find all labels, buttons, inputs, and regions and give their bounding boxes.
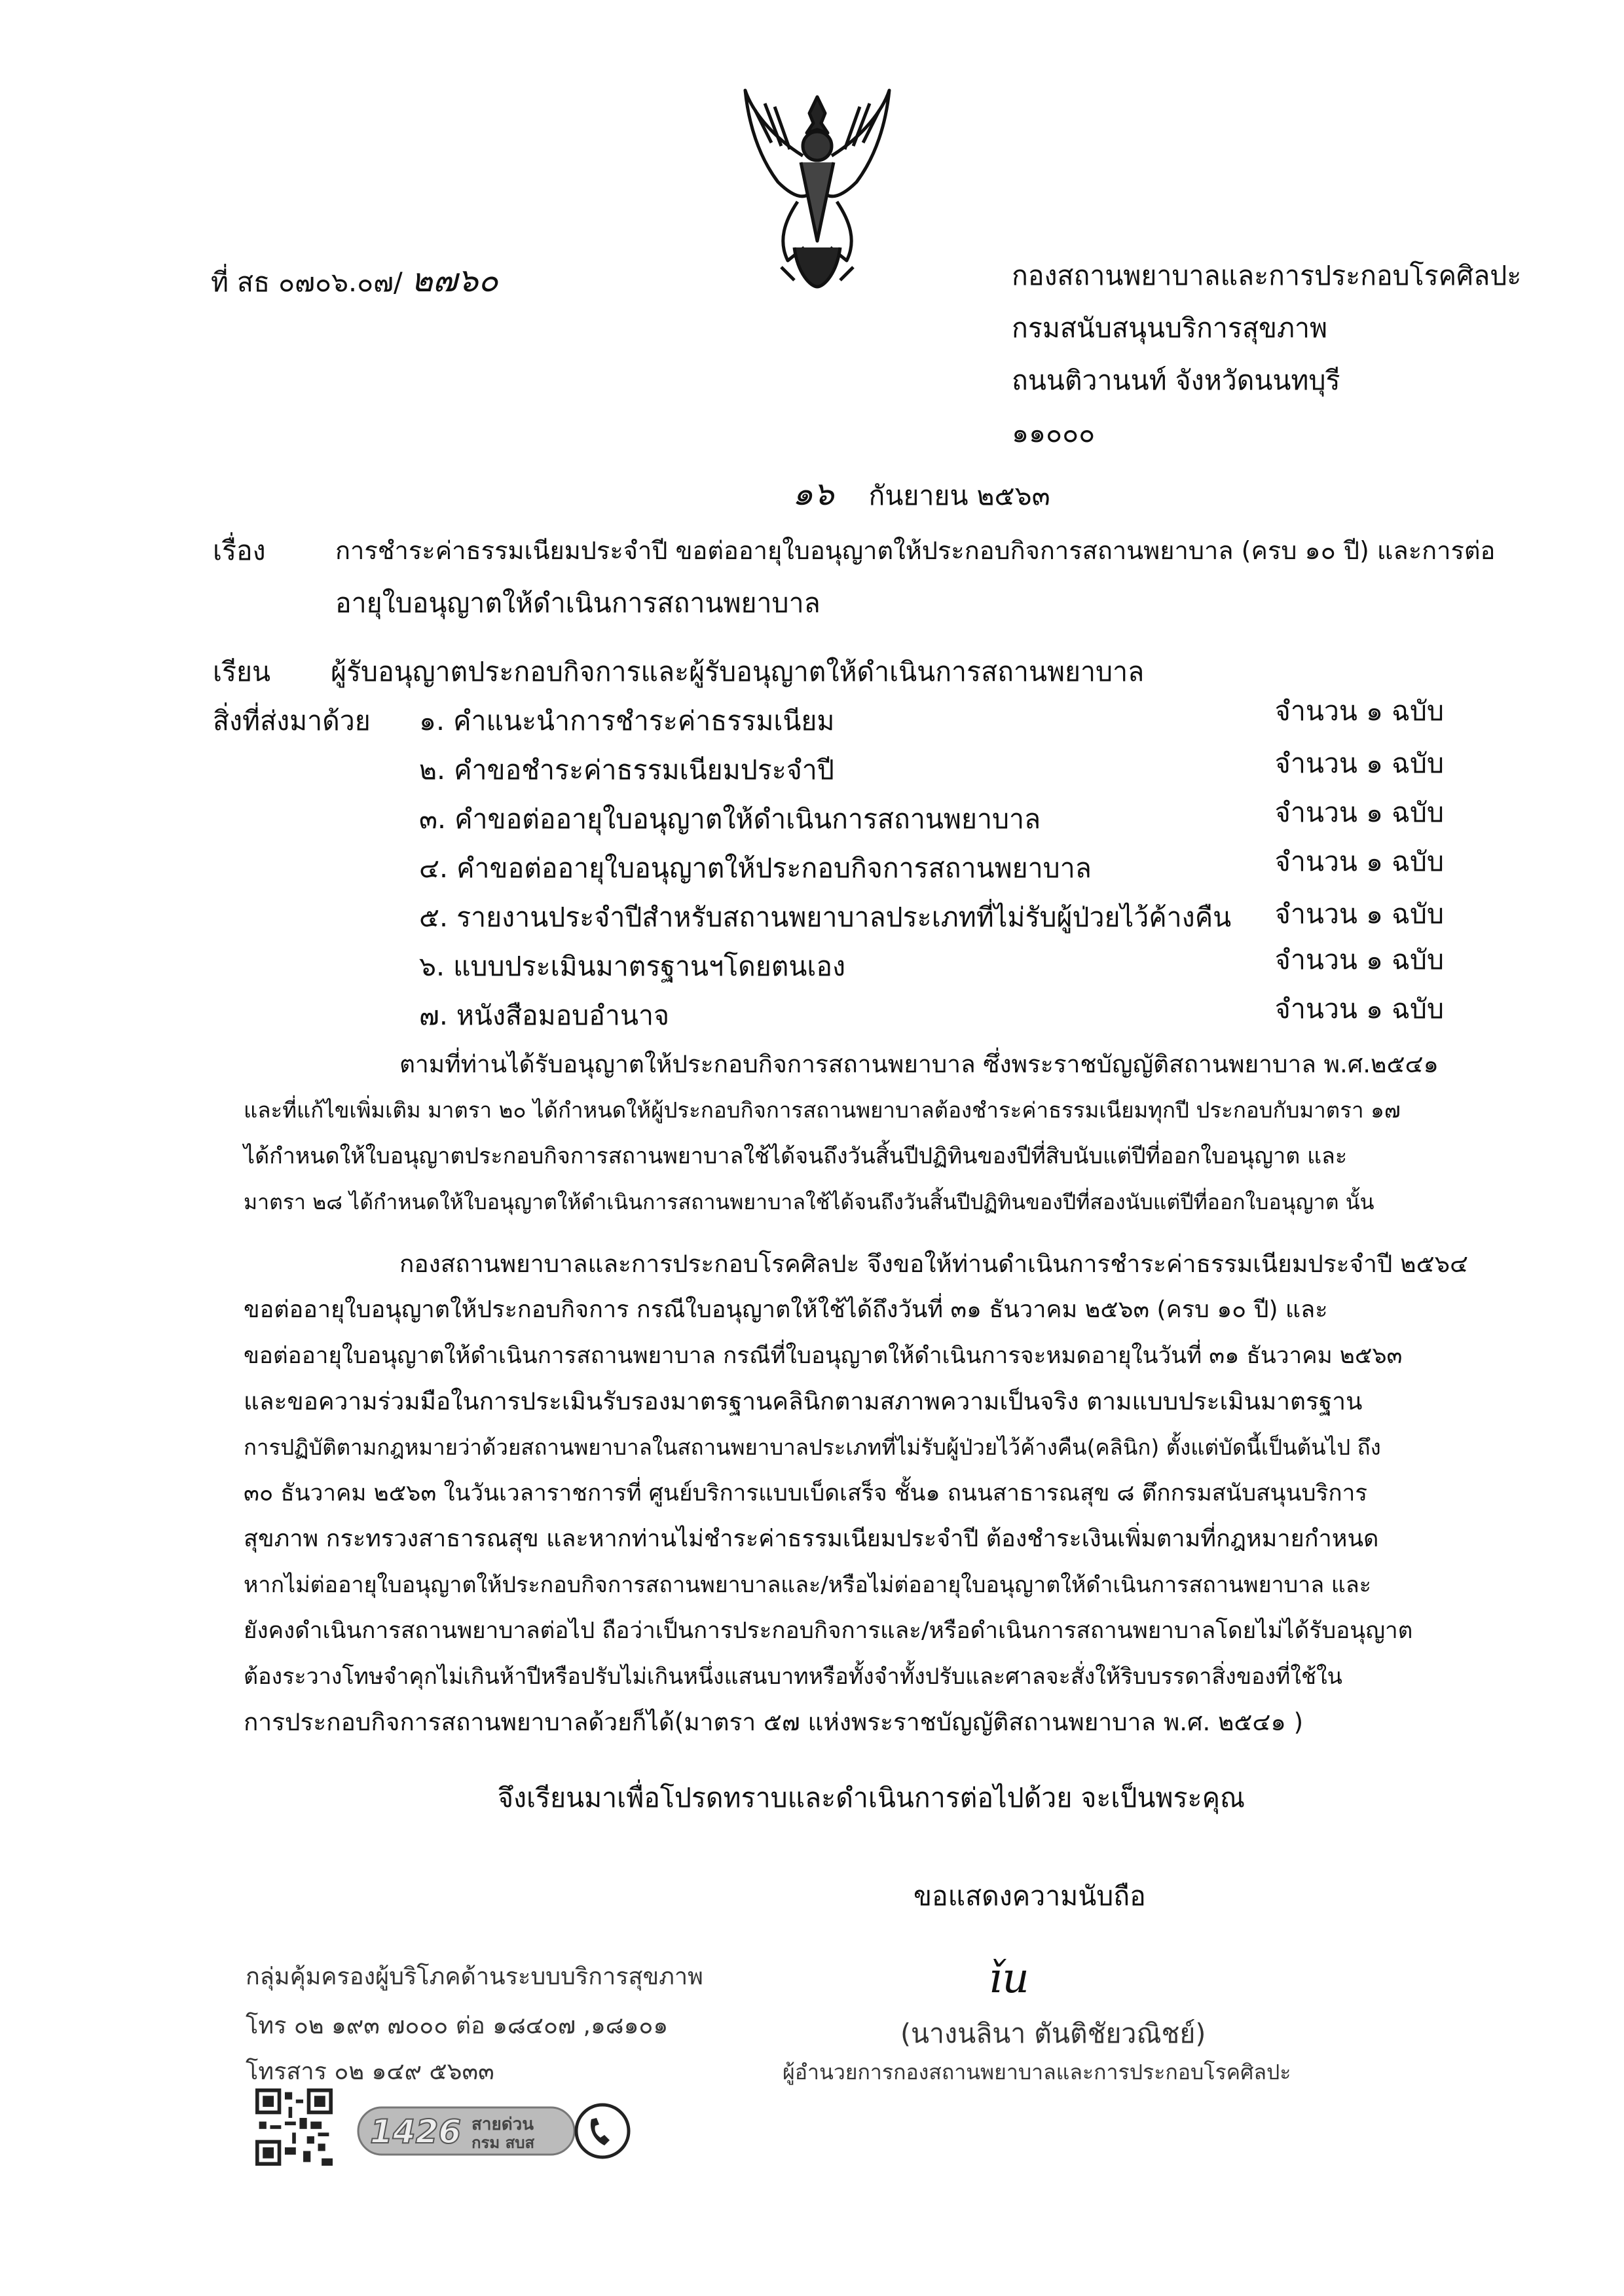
enclosure-qty: จำนวน ๑ ฉบับ	[1274, 846, 1444, 877]
body-para2-line: ขอต่ออายุใบอนุญาตให้ประกอบกิจการ กรณีใบอนุญาตให้ใช้ได้ถึงวันที่ ๓๑ ธันวาคม ๒๕๖๓ (ครบ ๑๐ ปี) และ	[244, 1296, 1328, 1323]
enclosure-qty: จำนวน ๑ ฉบับ	[1274, 695, 1444, 727]
date-day: ๑๖	[792, 475, 834, 513]
enclosure-item: ๖. แบบประเมินมาตรฐานฯโดยตนเอง	[419, 951, 846, 982]
enclosure-qty: จำนวน ๑ ฉบับ	[1274, 797, 1444, 828]
reference-line	[211, 263, 498, 299]
letter-date	[792, 477, 1050, 513]
body-para2-line: สุขภาพ กระทรวงสาธารณสุข และหากท่านไม่ชำระค่าธรรมเนียมประจำปี ต้องชำระเงินเพิ่มตามที่กฎหมายกำหนด	[244, 1525, 1379, 1552]
body-para1-line: มาตรา ๒๘ ได้กำหนดให้ใบอนุญาตให้ดำเนินการสถานพยาบาลใช้ได้จนถึงวันสิ้นปีปฏิทินของปีที่สองนับแต่ปีที่ออกใบอนุญาต นั้น	[244, 1190, 1375, 1214]
contact-fax: โทรสาร ๐๒ ๑๔๙ ๕๖๓๓	[246, 2058, 494, 2085]
phone-icon	[576, 2105, 629, 2157]
body-para1-line: และที่แก้ไขเพิ่มเติม มาตรา ๒๐ ได้กำหนดให้ผู้ประกอบกิจการสถานพยาบาลต้องชำระค่าธรรมเนียมทุกปี ประกอบกับมาตรา ๑๗	[244, 1097, 1401, 1123]
body-para2-line: หากไม่ต่ออายุใบอนุญาตให้ประกอบกิจการสถานพยาบาลและ/หรือไม่ต่ออายุใบอนุญาตให้ดำเนินการสถานพยาบาล และ	[244, 1572, 1371, 1598]
contact-phone: โทร ๐๒ ๑๙๓ ๗๐๐๐ ต่อ ๑๘๔๐๗ ,๑๘๑๐๑	[246, 2013, 669, 2039]
enclosure-item: ๔. คำขอต่ออายุใบอนุญาตให้ประกอบกิจการสถานพยาบาล	[419, 852, 1092, 884]
enclosure-item: ๕. รายงานประจำปีสำหรับสถานพยาบาลประเภทที่ไม่รับผู้ป่วยไว้ค้างคืน	[419, 902, 1232, 933]
hotline-label-2: กรม สบส	[471, 2134, 535, 2152]
enclosure-item: ๓. คำขอต่ออายุใบอนุญาตให้ดำเนินการสถานพยาบาล	[419, 803, 1041, 835]
body-para2-line: ขอต่ออายุใบอนุญาตให้ดำเนินการสถานพยาบาล กรณีที่ใบอนุญาตให้ดำเนินการจะหมดอายุในวันที่ ๓๑ ธันวาคม ๒๕๖๓	[244, 1343, 1403, 1369]
body-para2-line: กองสถานพยาบาลและการประกอบโรคศิลปะ จึงขอให้ท่านดำเนินการชำระค่าธรรมเนียมประจำปี ๒๕๖๔	[399, 1250, 1469, 1278]
address-line-2: กรมสนับสนุนบริการสุขภาพ	[1012, 312, 1328, 344]
enclosure-qty: จำนวน ๑ ฉบับ	[1274, 944, 1444, 975]
date-month-year: กันยายน ๒๕๖๓	[868, 480, 1050, 511]
body-para1-line: ตามที่ท่านได้รับอนุญาตให้ประกอบกิจการสถานพยาบาล ซึ่งพระราชบัญญัติสถานพยาบาล พ.ศ.๒๕๔๑	[399, 1050, 1439, 1078]
regards: ขอแสดงความนับถือ	[913, 1880, 1146, 1912]
hotline-label-1: สายด่วน	[471, 2115, 534, 2134]
subject-line-2: อายุใบอนุญาตให้ดำเนินการสถานพยาบาล	[335, 587, 821, 619]
hotline-number: 1426	[370, 2113, 462, 2151]
to-label: เรียน	[213, 656, 271, 687]
signer-name: (นางนลินา ตันติชัยวณิชย์)	[900, 2018, 1206, 2049]
qr-code-icon	[255, 2088, 333, 2166]
hotline-badge	[357, 2098, 632, 2164]
reference-number: ๒๗๖๐	[411, 261, 498, 299]
body-para2-line: ต้องระวางโทษจำคุกไม่เกินห้าปีหรือปรับไม่เกินหนึ่งแสนบาทหรือทั้งจำทั้งปรับและศาลจะสั่งให้ริบบรรดาสิ่งของที่ใช้ใน	[244, 1664, 1342, 1690]
body-para2-line: การปฏิบัติตามกฎหมายว่าด้วยสถานพยาบาลในสถานพยาบาลประเภทที่ไม่รับผู้ป่วยไว้ค้างคืน(คลินิก) ตั้งแต่บัดนี้เป็นต้นไป ถึง	[244, 1434, 1381, 1460]
garuda-emblem-icon	[732, 84, 902, 293]
enclosure-qty: จำนวน ๑ ฉบับ	[1274, 898, 1444, 930]
enclosure-item: ๗. หนังสือมอบอำนาจ	[419, 1000, 670, 1031]
body-para2-line: และขอความร่วมมือในการประเมินรับรองมาตรฐานคลินิกตามสภาพความเป็นจริง ตามแบบประเมินมาตรฐาน	[244, 1387, 1363, 1415]
enclosure-qty: จำนวน ๑ ฉบับ	[1274, 748, 1444, 779]
enclosure-item: ๒. คำขอชำระค่าธรรมเนียมประจำปี	[419, 754, 834, 786]
reference-prefix: ที่ สธ ๐๗๐๖.๐๗/	[211, 266, 403, 298]
address-line-3: ถนนติวานนท์ จังหวัดนนทบุรี	[1012, 365, 1340, 396]
address-postcode: ๑๑๐๐๐	[1012, 417, 1096, 448]
address-line-1: กองสถานพยาบาลและการประกอบโรคศิลปะ	[1012, 260, 1522, 291]
body-para1-line: ได้กำหนดให้ใบอนุญาตประกอบกิจการสถานพยาบาลใช้ได้จนถึงวันสิ้นปีปฏิทินของปีที่สิบนับแต่ปีที่ออกใบอนุญาต และ	[244, 1143, 1348, 1169]
subject-line-1: การชำระค่าธรรมเนียมประจำปี ขอต่ออายุใบอนุญาตให้ประกอบกิจการสถานพยาบาล (ครบ ๑๐ ปี) และการต่อ	[335, 536, 1496, 565]
enclosure-label: สิ่งที่ส่งมาด้วย	[213, 705, 371, 737]
to-recipient: ผู้รับอนุญาตประกอบกิจการและผู้รับอนุญาตให้ดำเนินการสถานพยาบาล	[331, 656, 1145, 687]
enclosure-qty: จำนวน ๑ ฉบับ	[1274, 993, 1444, 1025]
contact-division: กลุ่มคุ้มครองผู้บริโภคด้านระบบบริการสุขภาพ	[246, 1963, 703, 1990]
body-para2-line: การประกอบกิจการสถานพยาบาลด้วยก็ได้(มาตรา ๕๗ แห่งพระราชบัญญัติสถานพยาบาล พ.ศ. ๒๕๔๑ )	[244, 1708, 1304, 1736]
signer-position: ผู้อำนวยการกองสถานพยาบาลและการประกอบโรคศิลปะ	[783, 2060, 1291, 2085]
signature-mark: ǐu	[989, 1954, 1029, 2003]
body-para2-line: ยังคงดำเนินการสถานพยาบาลต่อไป ถือว่าเป็นการประกอบกิจการและ/หรือดำเนินการสถานพยาบาลโดยไม่ได้รับอนุญาต	[244, 1618, 1413, 1644]
closing-sentence: จึงเรียนมาเพื่อโปรดทราบและดำเนินการต่อไปด้วย จะเป็นพระคุณ	[498, 1782, 1246, 1813]
subject-label: เรื่อง	[213, 535, 266, 566]
enclosure-item: ๑. คำแนะนำการชำระค่าธรรมเนียม	[419, 705, 835, 737]
body-para2-line: ๓๐ ธันวาคม ๒๕๖๓ ในวันเวลาราชการที่ ศูนย์บริการแบบเบ็ดเสร็จ ชั้น๑ ถนนสาธารณสุข ๘ ตึกกรมสนับสนุนบริการ	[244, 1480, 1368, 1506]
